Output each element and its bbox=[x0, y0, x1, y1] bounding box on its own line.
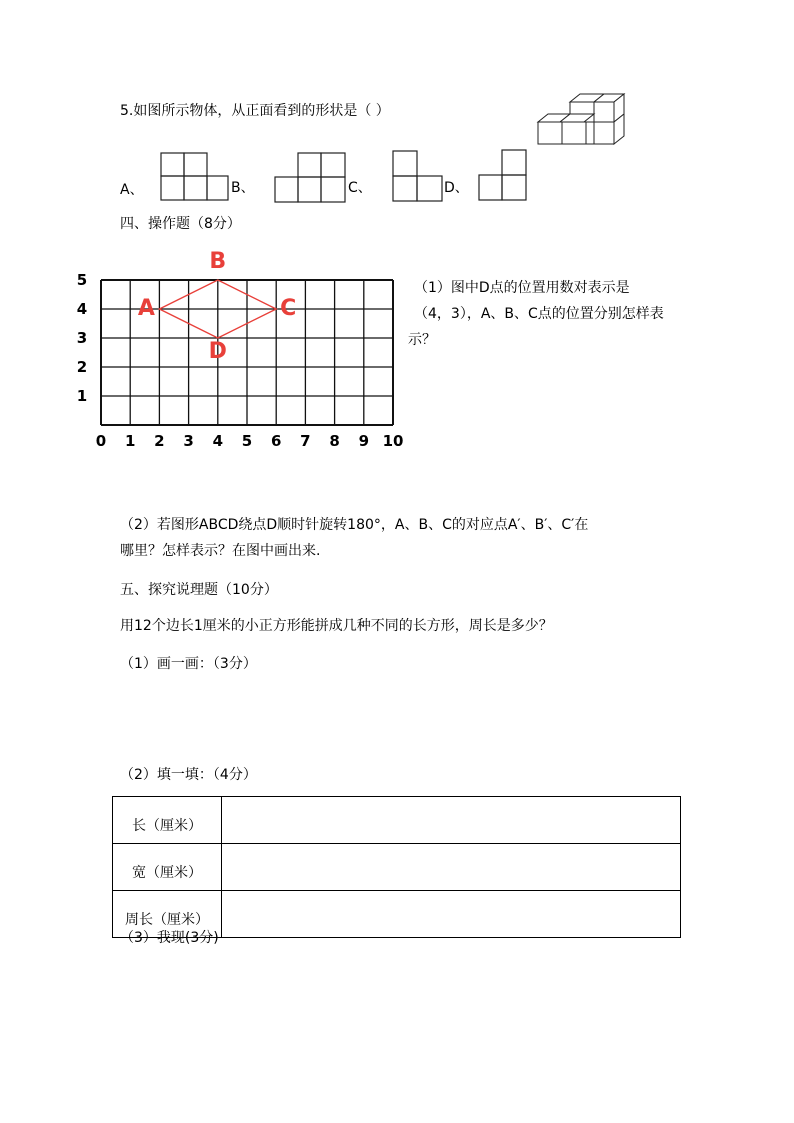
point-label: B bbox=[209, 249, 227, 274]
section4-title: 四、操作题（8分） bbox=[120, 216, 241, 232]
x-tick-label: 1 bbox=[124, 432, 136, 450]
x-tick-label: 3 bbox=[183, 432, 194, 450]
point-label: A bbox=[137, 296, 155, 321]
option-b-label: B、 bbox=[231, 180, 255, 196]
row-label-length: 长（厘米） bbox=[113, 797, 222, 844]
section5-part2: （2）填一填：（4分） bbox=[120, 767, 257, 783]
coordinate-grid bbox=[70, 245, 410, 455]
q2-line-2: 哪里？怎样表示？在图中画出来. bbox=[120, 543, 321, 559]
q1-line-1: （1）图中D点的位置用数对表示是 bbox=[414, 280, 630, 296]
table-row bbox=[113, 797, 681, 844]
section5-prompt: 用12个边长1厘米的小正方形能拼成几种不同的长方形，周长是多少？ bbox=[120, 618, 553, 634]
x-tick-label: 5 bbox=[241, 432, 253, 450]
option-c-label: C、 bbox=[348, 180, 372, 196]
y-tick-label: 5 bbox=[76, 271, 88, 289]
q2-line-1: （2）若图形ABCD绕点D顺时针旋转180°，A、B、C的对应点A′、B′、C′在 bbox=[120, 517, 589, 533]
point-label: C bbox=[280, 296, 297, 321]
point-label: D bbox=[208, 339, 227, 364]
section5-part1: （1）画一画：（3分） bbox=[120, 656, 257, 672]
q1-line-3: 示？ bbox=[408, 332, 436, 348]
x-tick-label: 10 bbox=[382, 432, 404, 450]
table-cell-input[interactable] bbox=[222, 891, 681, 938]
option-b-figure bbox=[274, 152, 348, 204]
section5-title: 五、探究说理题（10分） bbox=[120, 582, 278, 598]
x-tick-label: 6 bbox=[270, 432, 282, 450]
x-tick-label: 2 bbox=[154, 432, 165, 450]
x-tick-label: 9 bbox=[358, 432, 370, 450]
y-tick-label: 3 bbox=[76, 329, 88, 347]
x-tick-label: 7 bbox=[300, 432, 311, 450]
q1-line-2: （4，3），A、B、C点的位置分别怎样表 bbox=[414, 306, 664, 322]
option-c-figure bbox=[392, 150, 444, 204]
table-row bbox=[113, 844, 681, 891]
table-cell-input[interactable] bbox=[222, 797, 681, 844]
table-cell-input[interactable] bbox=[222, 844, 681, 891]
option-d-figure bbox=[478, 149, 528, 203]
row-label-width: 宽（厘米） bbox=[113, 844, 222, 891]
cube-stack-figure bbox=[536, 92, 626, 152]
x-tick-label: 0 bbox=[95, 432, 107, 450]
y-tick-label: 4 bbox=[76, 300, 88, 318]
option-d-label: D、 bbox=[444, 180, 469, 196]
section5-part3: （3）我现(3分) bbox=[120, 930, 219, 946]
x-tick-label: 8 bbox=[329, 432, 340, 450]
y-tick-label: 1 bbox=[76, 387, 88, 405]
option-a-label: A、 bbox=[120, 182, 144, 198]
q5-question: 5.如图所示物体，从正面看到的形状是（ ） bbox=[120, 103, 390, 119]
measurement-table bbox=[112, 796, 681, 938]
y-tick-label: 2 bbox=[76, 358, 88, 376]
x-tick-label: 4 bbox=[212, 432, 224, 450]
option-a-figure bbox=[160, 152, 230, 202]
row-label-perimeter: 周长（厘米） bbox=[113, 891, 222, 938]
